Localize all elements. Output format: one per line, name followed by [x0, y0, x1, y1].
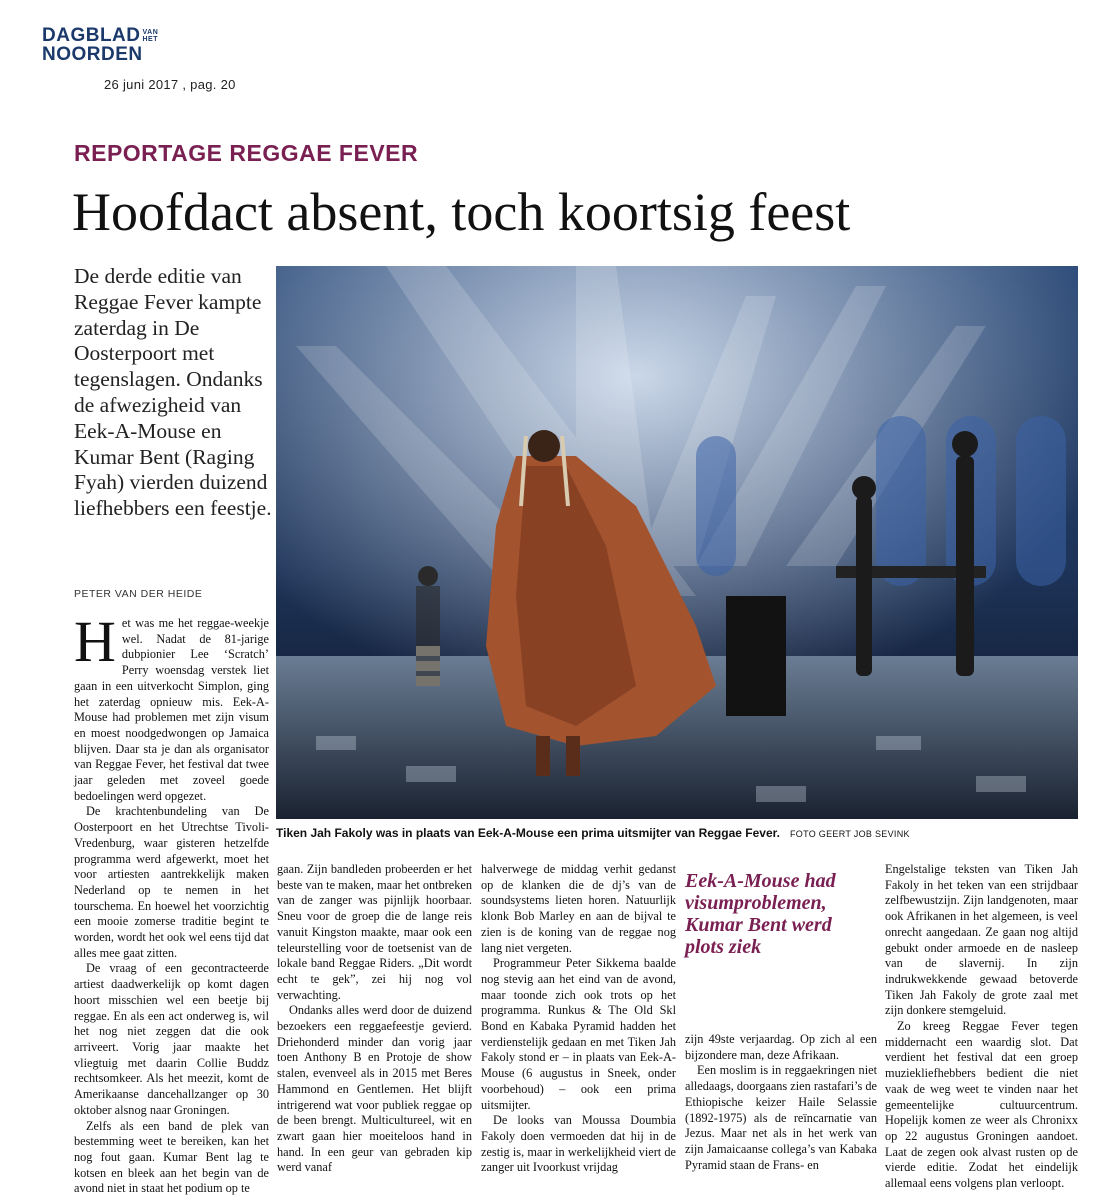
article-column-3 [481, 862, 676, 1176]
col3-paragraph-3: De looks van Moussa Doumbia Fakoly doen vermoeden dat hij in de zestig is, maar in werkelijkheid viert de zanger uit Ivoorkust vrijdag [481, 1113, 676, 1175]
col5-paragraph-2: Zo kreeg Reggae Fever tegen middernacht een waardig slot. Dat verdient het festival dat een groep muziekliefhebbers bedient die niet vaak de weg weet te vinden naar het gemeentelijke cultuurcentrum. Hopelijk komen ze weer als Chronixx op 22 augustus Groningen aandoet. Laat de zegen ook alvast rusten op de vierde editie. Zodat het eindelijk allemaal eens volgens plan verloopt. [885, 1019, 1078, 1191]
dropcap: H [74, 609, 116, 674]
masthead-logo [42, 26, 158, 64]
col2-paragraph-2: Ondanks alles werd door de duizend bezoekers een reggaefeestje gevierd. Driehonderd minder dan vorig jaar toen Anthony B en Protoje de show stalen, evenveel als in 2015 met Beres Hammond en Gentlemen. Het blijft intrigerend wat voor publiek reggae op de been brengt. Multicultureel, wit en zwart gaan hier moeiteloos hand in hand. In een geur van gebraden kip werd vanaf [277, 1003, 472, 1175]
article-column-5 [885, 862, 1078, 1192]
col1-paragraph-2: De krachtenbundeling van De Oosterpoort en het Utrechtse Tivoli-Vredenburg, waar gisteren hetzelfde programma werd afgewerkt, moet het voor artiesten aantrekkelijk maken Nederland op te nemen in het tourschema. En hoewel het voorzichtig een mooie zomerse traditie begint te worden, wordt het ook wel eens tijd dat alles mee gaat zitten. [74, 804, 269, 960]
col4-paragraph-2: Een moslim is in reggaekringen niet alledaags, doorgaans zien rastafari’s de Ethiopische keizer Haile Selassie (1892-1975) als de reïncarnatie van Jezus. Maar net als in het werk van zijn Jamaicaanse collega’s van Kabaka Pyramid staan de Frans- en [685, 1063, 878, 1172]
photo-credit: FOTO GEERT JOB SEVINK [789, 829, 910, 839]
lead-paragraph: De derde editie van Reggae Fever kampte zaterdag in De Oosterpoort met tegenslagen. Ondanks de afwezigheid van Eek-A-Mouse en Kumar Bent (Raging Fyah) vierden duizend liefhebbers een feestje. [74, 264, 272, 521]
masthead-van-het [143, 29, 159, 43]
masthead-het: HET [142, 36, 158, 43]
col1-p1-text: et was me het reggae-weekje wel. Nadat de 81-jarige dubpionier Lee ‘Scratch’ Perry woensdag verstek liet gaan in een uitverkocht Simplon, ging het zaterdag opnieuw mis. Eek-A-Mouse had problemen met zijn visum en moest noodgedwongen op Jamaica blijven. Daar sta je dan als organisator van Reggae Fever, het festival dat twee jaar geleden met zoveel goede bedoelingen werd opgezet. [74, 616, 269, 803]
col4-paragraph-1: zijn 49ste verjaardag. Op zich al een bijzondere man, deze Afrikaan. [685, 1032, 877, 1062]
byline: PETER VAN DER HEIDE [74, 588, 203, 600]
article-column-2 [277, 862, 472, 1176]
headline: Hoofdact absent, toch koortsig feest [72, 182, 851, 242]
masthead-line-1: DAGBLAD [42, 25, 141, 46]
col3-paragraph-2: Programmeur Peter Sikkema baalde nog stevig aan het eind van de avond, maar toonde zich ook trots op het programma. Runkus & The Old Skl Bond en Kabaka Pyramid hadden het verdienstelijk gedaan en met Tiken Jah Fakoly stond er – in plaats van Eek-A-Mouse (6 augustus in Sneek, onder voorbehoud) – ook een prima uitsmijter. [481, 956, 676, 1112]
col1-paragraph-3: De vraag of een gecontracteerde artiest daadwerkelijk op komt dagen hoort misschien wel een beetje bij reggae. En als een act onderweg is, wil het nog niet zeggen dat die ook arriveert. Vorig jaar maakte het vliegtuig met daarin Collie Buddz rechtsomkeer. Als het meezit, komt de Amerikaanse dancehallzanger op 30 oktober alsnog naar Groningen. [74, 961, 269, 1117]
col1-paragraph-4: Zelfs als een band de plek van bestemming weet te bereiken, kan het nog fout gaan. Kumar Bent lag te kotsen en bleek aan het begin van de avond niet in staat het podium op te [74, 1118, 269, 1196]
dateline: 26 juni 2017 , pag. 20 [104, 77, 236, 92]
col2-paragraph-1: gaan. Zijn bandleden probeerden er het beste van te maken, maar het ontbreken van de zanger was pijnlijk hoorbaar. Sneu voor de groep die de lange reis vanuit Kingston maakte, maar ook een teleurstelling voor de toetsenist van de lokale band Reggae Riders. „Dit wordt echt te gek”, zei hij nog vol verwachting. [277, 862, 472, 1002]
pull-quote: Eek-A-Mouse had visumproblemen, Kumar Bent werd plots ziek [685, 870, 836, 958]
col1-paragraph-1 [74, 609, 269, 804]
masthead-line-2: NOORDEN [42, 44, 143, 65]
col5-paragraph-1: Engelstalige teksten van Tiken Jah Fakoly in het teken van een strijdbaar zelfbewustzijn. Zijn landgenoten, maar ook Afrikanen in het algemeen, is veel onrecht aangedaan. Ze gaan nog altijd gebukt onder armoede en de nasleep van de slavernij. In zijn indrukwekkende gewaad betoverde Tiken Jah Fakoly de grote zaal met zijn donkere stemgeluid. [885, 862, 1078, 1018]
caption-text: Tiken Jah Fakoly was in plaats van Eek-A-Mouse een prima uitsmijter van Reggae Fever. [276, 826, 780, 840]
concert-photo [276, 266, 1078, 819]
article-column-4 [685, 1032, 877, 1173]
col3-paragraph-1: halverwege de middag verhit gedanst op de klanken die de dj’s van de soundsystems lieten horen. Natuurlijk klonk Bob Marley en aan de bijval te zien is de koning van de reggae nog lang niet vergeten. [481, 862, 676, 955]
photo-caption [276, 826, 1078, 840]
section-kicker: REPORTAGE REGGAE FEVER [74, 140, 419, 166]
masthead-van: VAN [142, 29, 159, 36]
article-column-1 [74, 609, 269, 1197]
